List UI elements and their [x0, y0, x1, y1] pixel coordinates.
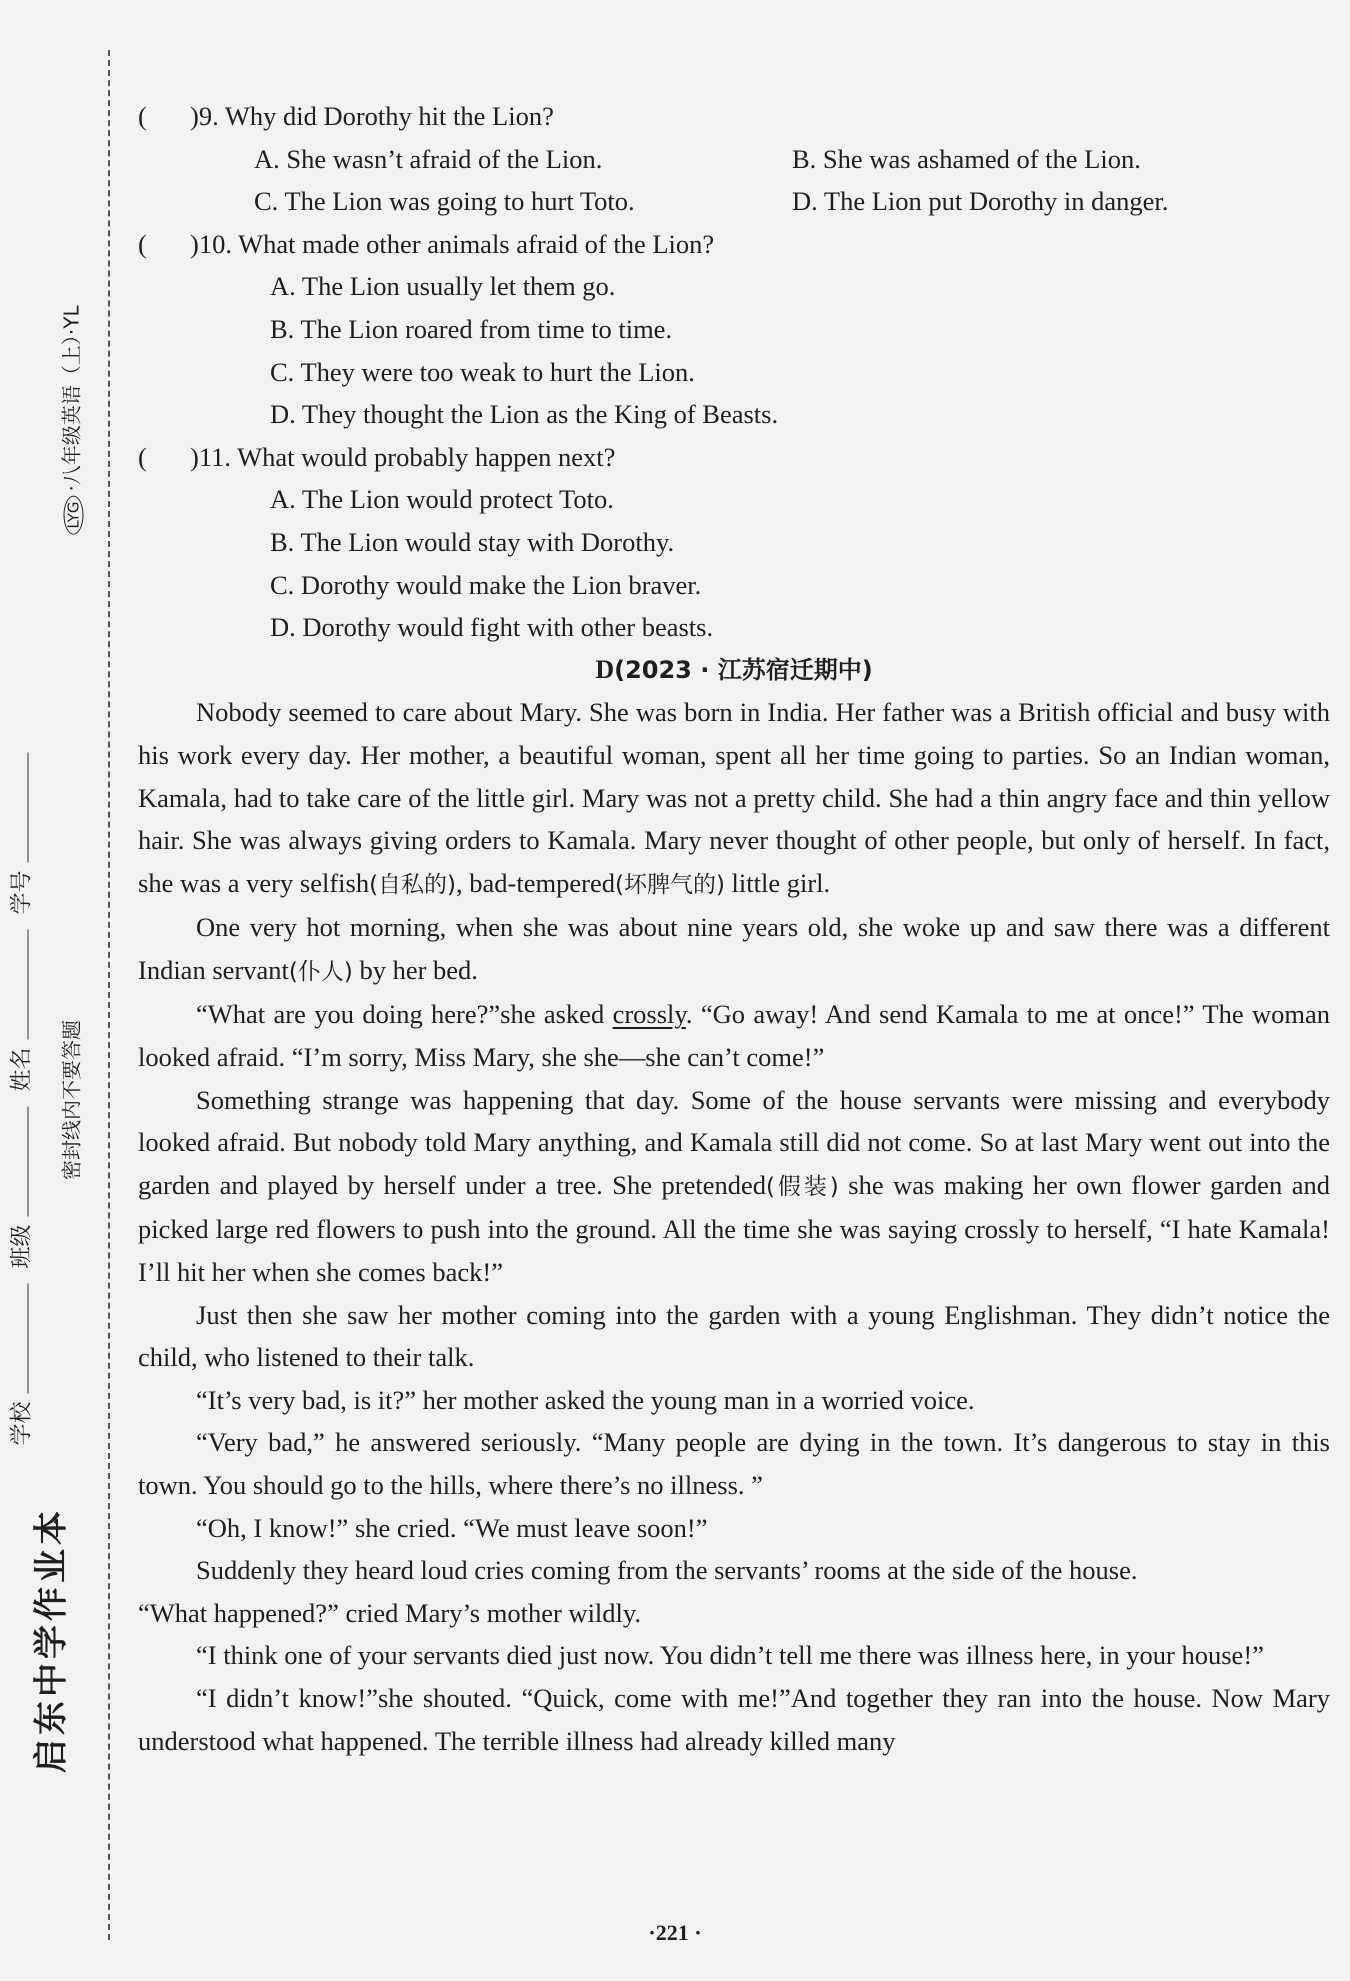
gloss: (自私的): [369, 871, 457, 898]
question-stem: )11. What would probably happen next?: [190, 441, 616, 472]
option-d: D. They thought the Lion as the King of Beasts.: [270, 399, 779, 430]
option-a: A. She wasn’t afraid of the Lion.: [254, 143, 603, 174]
option-d: D. Dorothy would fight with other beasts.: [270, 612, 714, 643]
options-row: [138, 138, 1330, 181]
passage-paragraph-2: [138, 906, 1330, 993]
gloss: (假装): [766, 1173, 839, 1200]
name-blank: [28, 929, 29, 1039]
option-c: C. The Lion was going to hurt Toto.: [254, 186, 635, 217]
seal-line-note: 密封线内不要答题: [59, 1020, 84, 1180]
text-run: she was making her own flower garden and picked large red flowers to push into the ground. All the time she was saying crossly to herself, “I hate Kamala! I’ll hit her when she comes back!”: [138, 1169, 1330, 1288]
passage-paragraph-3: [138, 993, 1330, 1078]
question-11: [138, 436, 1330, 649]
passage-paragraph-7: “Very bad,” he answered seriously. “Many people are dying in the town. It’s dangerous to stay in this town. You should go to the hills, where there’s no illness. ”: [138, 1427, 1330, 1500]
text-run: by her bed.: [352, 954, 478, 985]
text-run: . “Go away! And send Kamala to me at once!” The woman looked afraid. “I’m sorry, Miss Mary, she she—she can’t come!”: [138, 999, 1330, 1073]
option-c: C. Dorothy would make the Lion braver.: [270, 569, 702, 600]
passage-paragraph-5: Just then she saw her mother coming into the garden with a young Englishman. They didn’t notice the child, who listened to their talk.: [138, 1299, 1330, 1373]
school-blank: [28, 1284, 29, 1394]
underlined-word: crossly: [612, 999, 686, 1030]
answer-paren: (: [138, 441, 147, 472]
question-9: [138, 95, 1330, 223]
student-info-fields: [5, 744, 36, 1445]
text-run: , bad-tempered: [456, 867, 615, 898]
binding-margin: [0, 0, 104, 1981]
name-label: 姓名: [9, 1047, 35, 1092]
passage-paragraph-8: “Oh, I know!” she cried. “We must leave soon!”: [196, 1512, 708, 1543]
lyg-logo: LYG: [64, 495, 84, 534]
book-tag-text: ·八年级英语（上）·YL: [59, 305, 84, 492]
page-content: [138, 95, 1330, 1762]
text-run: Something strange was happening that day. Some of the house servants were missing and everybody looked afraid. But nobody told Mary anything, and Kamala still did not come. So at last Mary went out into the garden and played by herself under a tree. She pretended: [138, 1084, 1330, 1200]
class-label: 班级: [9, 1224, 35, 1269]
option-a: A. The Lion usually let them go.: [270, 271, 616, 302]
passage-paragraph-10: “What happened?” cried Mary’s mother wildly.: [138, 1597, 642, 1628]
class-blank: [28, 1107, 29, 1217]
text-run: “What are you doing here?”she asked: [196, 999, 613, 1030]
option-b: B. The Lion would stay with Dorothy.: [270, 526, 675, 557]
options-row: [138, 180, 1330, 223]
passage-paragraph-1: [138, 691, 1330, 906]
text-run: Nobody seemed to care about Mary. She was born in India. Her father was a British official and busy with his work every day. Her mother, a beautiful woman, spent all her time going to parties. So an Indian woman, Kamala, had to take care of the little girl. Mary was not a pretty child. She had a thin angry face and thin yellow hair. She was always giving orders to Kamala. Mary never thought of other people, but only of herself. In fact, she was a very selfish: [138, 697, 1330, 898]
gloss: (仆人): [288, 958, 353, 985]
answer-paren: (: [138, 228, 147, 259]
option-b: B. She was ashamed of the Lion.: [792, 143, 1141, 174]
seal-dashed-line: [108, 50, 110, 1940]
passage-paragraph-6: “It’s very bad, is it?” her mother asked the young man in a worried voice.: [196, 1384, 975, 1415]
option-c: C. They were too weak to hurt the Lion.: [270, 356, 695, 387]
text-run: little girl.: [724, 867, 831, 898]
book-tag: [56, 305, 85, 534]
page-number: ·221 ·: [648, 1920, 702, 1945]
passage-paragraph-9: Suddenly they heard loud cries coming from the servants’ rooms at the side of the house.: [196, 1555, 1138, 1586]
school-label: 学校: [9, 1401, 35, 1446]
answer-paren: (: [138, 101, 147, 131]
number-label: 学号: [9, 870, 35, 915]
question-10: [138, 223, 1330, 436]
section-source: (2023 · 江苏宿迁期中): [614, 655, 873, 684]
question-stem: )10. What made other animals afraid of the Lion?: [190, 228, 715, 259]
passage-paragraph-12: “I didn’t know!”she shouted. “Quick, come with me!”And together they ran into the house. Now Mary understood what happened. The terrible illness had already killed many: [138, 1682, 1330, 1756]
section-letter: D: [595, 654, 615, 684]
text-run: One very hot morning, when she was about nine years old, she woke up and saw there was a different Indian servant: [138, 912, 1330, 985]
option-d: D. The Lion put Dorothy in danger.: [792, 186, 1169, 217]
number-blank: [28, 752, 29, 862]
brand-title: 启东中学作业本: [31, 1507, 72, 1773]
gloss: (坏脾气的): [614, 871, 725, 898]
section-heading: [138, 649, 1330, 692]
option-b: B. The Lion roared from time to time.: [270, 313, 673, 344]
passage-paragraph-11: “I think one of your servants died just now. You didn’t tell me there was illness here, in your house!”: [196, 1640, 1264, 1671]
option-a: A. The Lion would protect Toto.: [270, 484, 614, 515]
passage-paragraph-4: [138, 1079, 1330, 1294]
question-stem: )9. Why did Dorothy hit the Lion?: [190, 101, 554, 131]
